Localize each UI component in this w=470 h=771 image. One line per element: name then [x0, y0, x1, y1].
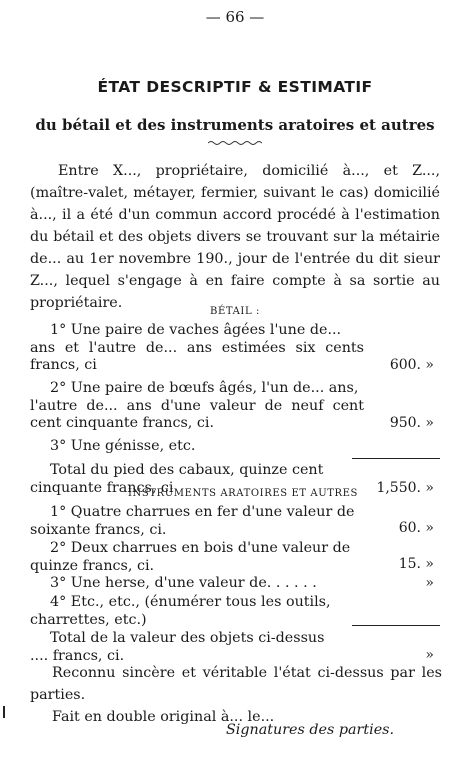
instrument-item-4	[30, 594, 364, 629]
document-title: ÉTAT DESCRIPTIF & ESTIMATIF	[97, 78, 373, 96]
page-number: — 66 —	[205, 8, 265, 26]
instrument-amount-3: »	[425, 575, 434, 591]
section-heading-betail: BÉTAIL :	[210, 306, 260, 317]
instrument-amount-1: 60. »	[398, 520, 434, 536]
total-rule	[352, 625, 440, 626]
item-first-line: 2° Deux charrues en bois d'une valeur de	[50, 540, 351, 556]
betail-item-3	[30, 438, 364, 456]
ornamental-rule	[208, 140, 262, 146]
section-heading-instruments: INSTRUMENTS ARATOIRES ET AUTRES	[127, 488, 359, 499]
document-subtitle: du bétail et des instruments aratoires et autres	[35, 116, 435, 134]
total-continuation: cinquante francs, ci	[30, 479, 174, 496]
item-first-line: 1° Une paire de vaches âgées l'une de...	[50, 322, 342, 338]
betail-amount-2: 950. »	[389, 415, 434, 431]
instruments-total	[30, 630, 364, 665]
item-continuation: soixante francs, ci.	[30, 521, 167, 538]
margin-mark	[3, 706, 5, 718]
item-continuation: l'autre de... ans d'une valeur de neuf cent cent cinquante francs, ci.	[30, 397, 364, 431]
total-first-line: Total de la valeur des objets ci-dessus	[50, 630, 325, 646]
item-continuation: quinze francs, ci.	[30, 557, 155, 574]
instrument-item-1	[30, 504, 364, 539]
instrument-item-3	[30, 575, 364, 593]
item-first-line: 3° Une génisse, etc.	[50, 438, 196, 454]
total-continuation: .... francs, ci.	[30, 647, 125, 664]
instrument-amount-2: 15. »	[398, 556, 434, 572]
betail-item-1	[30, 322, 364, 375]
item-continuation: charrettes, etc.)	[30, 611, 147, 628]
instruments-total-amount: »	[425, 647, 434, 663]
betail-total-amount: 1,550. »	[376, 480, 434, 496]
total-first-line: Total du pied des cabaux, quinze cent	[50, 462, 324, 478]
instrument-item-2	[30, 540, 364, 575]
item-continuation: ans et l'autre de... ans estimées six cents francs, ci	[30, 339, 364, 373]
item-first-line: 1° Quatre charrues en fer d'une valeur de	[50, 504, 355, 520]
item-first-line: 2° Une paire de bœufs âgés, l'un de... ans,	[50, 380, 359, 396]
betail-item-2	[30, 380, 364, 433]
closing-certification: Reconnu sincère et véritable l'état ci-dessus par les parties.	[30, 665, 442, 703]
item-first-line: 3° Une herse, d'une valeur de. . . . . .	[50, 575, 317, 591]
intro-paragraph: Entre X..., propriétaire, domicilié à..., et Z..., (maître-valet, métayer, fermier, suivant le cas) domicilié à..., il a été d'un commun accord procédé à l'estimation du bétail et des objets divers se trouvant sur la métairie de... au 1er novembre 190., jour de l'entrée du dit sieur Z..., lequel s'engage à en faire compte à sa sortie au propriétaire.	[30, 163, 440, 311]
signature-line: Signatures des parties.	[226, 722, 395, 738]
total-rule	[352, 458, 440, 459]
betail-amount-1: 600. »	[389, 357, 434, 373]
closing-place-date: Fait en double original à... le...	[52, 709, 275, 725]
item-first-line: 4° Etc., etc., (énumérer tous les outils,	[50, 594, 331, 610]
